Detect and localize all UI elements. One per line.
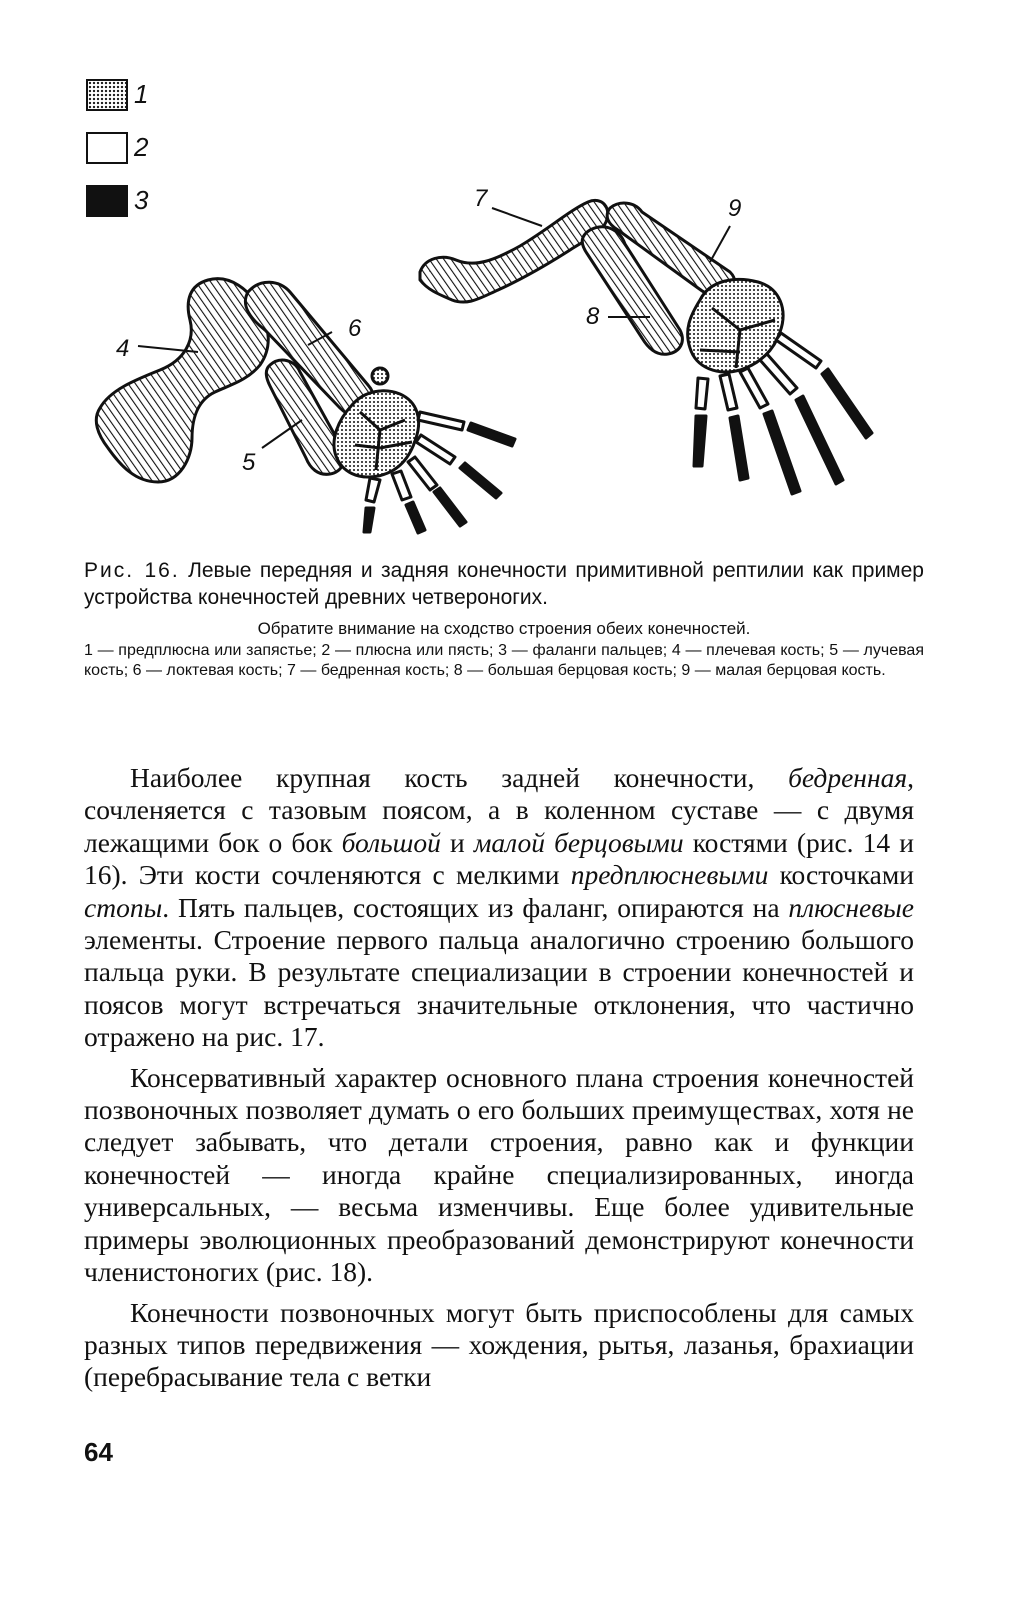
caption-lead: Рис. 16.: [84, 559, 180, 582]
text-run: Конечности позвоночных могут быть приспособлены для самых разных типов передвижения — хождения, рытья, лазанья, брахиации (перебрасывание тела с ветки: [84, 1296, 914, 1393]
dotted-swatch-icon: [86, 79, 128, 111]
paragraph: [84, 1062, 914, 1289]
text-run: Консервативный характер основного плана строения конечностей позвоночных позволяет думать о его больших преимуществах, хотя не следует забывать, что детали строения, равно как и функции конечностей — иногда крайне специализированных, иногда универсальных, — весьма изменчивы. Еще более удивительные примеры эволюционных преобразований демонстрируют конечности членистоногих (рис. 18).: [84, 1061, 914, 1288]
empty-swatch-icon: [86, 132, 128, 164]
callout-5: 5: [242, 449, 256, 476]
legend-item-1: [86, 76, 148, 113]
limb-bones-illustration: [80, 180, 940, 560]
page-number: 64: [84, 1437, 113, 1467]
text-run: , сочленяется с тазовым поясом, а в коленном суставе — с двумя лежащими бок о бок: [84, 762, 914, 858]
text-run: элементы. Строение первого пальца аналогично строению большого пальца руки. В результате специализации в строении конечностей и поясов могут встречаться значительные отклонения, что частично отражено на рис. 17.: [84, 924, 914, 1053]
italic-term: большой: [341, 826, 441, 858]
callout-8: 8: [586, 303, 600, 330]
forelimb-illustration: [96, 279, 515, 533]
italic-term: предплюсневыми: [570, 859, 769, 891]
caption-title-text: Левые передняя и задняя конечности примитивной рептилии как пример устройства конечностей древних четвероногих.: [84, 559, 924, 609]
legend-label: 1: [134, 79, 149, 109]
text-run: . Пять пальцев, состоящих из фаланг, опираются на: [162, 891, 789, 923]
caption-title: [84, 557, 924, 611]
paragraph: [84, 1297, 914, 1394]
italic-term: бедренная: [788, 762, 908, 793]
caption-note: Обратите внимание на сходство строения обеих конечностей.: [257, 619, 751, 638]
text-run: косточками: [768, 859, 914, 891]
paragraph: [84, 762, 914, 1054]
callout-4: 4: [116, 335, 130, 362]
caption-key: 1 — предплюсна или запястье; 2 — плюсна или пясть; 3 — фаланги пальцев; 4 — плечевая кость; 5 — лучевая кость; 6 — локтевая кость; 7 — бедренная кость; 8 — большая берцовая кость; 9 — малая берцовая кость.: [84, 642, 924, 679]
italic-term: стопы: [84, 891, 163, 923]
callout-9: 9: [728, 195, 742, 222]
figure-caption: [84, 557, 924, 681]
legend-label: 2: [134, 132, 149, 162]
italic-term: плюсневые: [788, 891, 914, 923]
legend-item-2: [86, 129, 148, 166]
italic-term: малой берцовыми: [473, 826, 684, 858]
callout-6: 6: [348, 315, 362, 342]
callout-7: 7: [474, 185, 488, 212]
body-text: [84, 762, 914, 1394]
hindlimb-illustration: [420, 200, 872, 494]
legend-label: 3: [134, 185, 149, 215]
text-run: Наиболее крупная кость задней конечности,: [130, 762, 789, 793]
text-run: костями (рис. 14 и 16). Эти кости сочленяются с мелкими: [84, 826, 914, 891]
text-run: и: [440, 826, 474, 858]
